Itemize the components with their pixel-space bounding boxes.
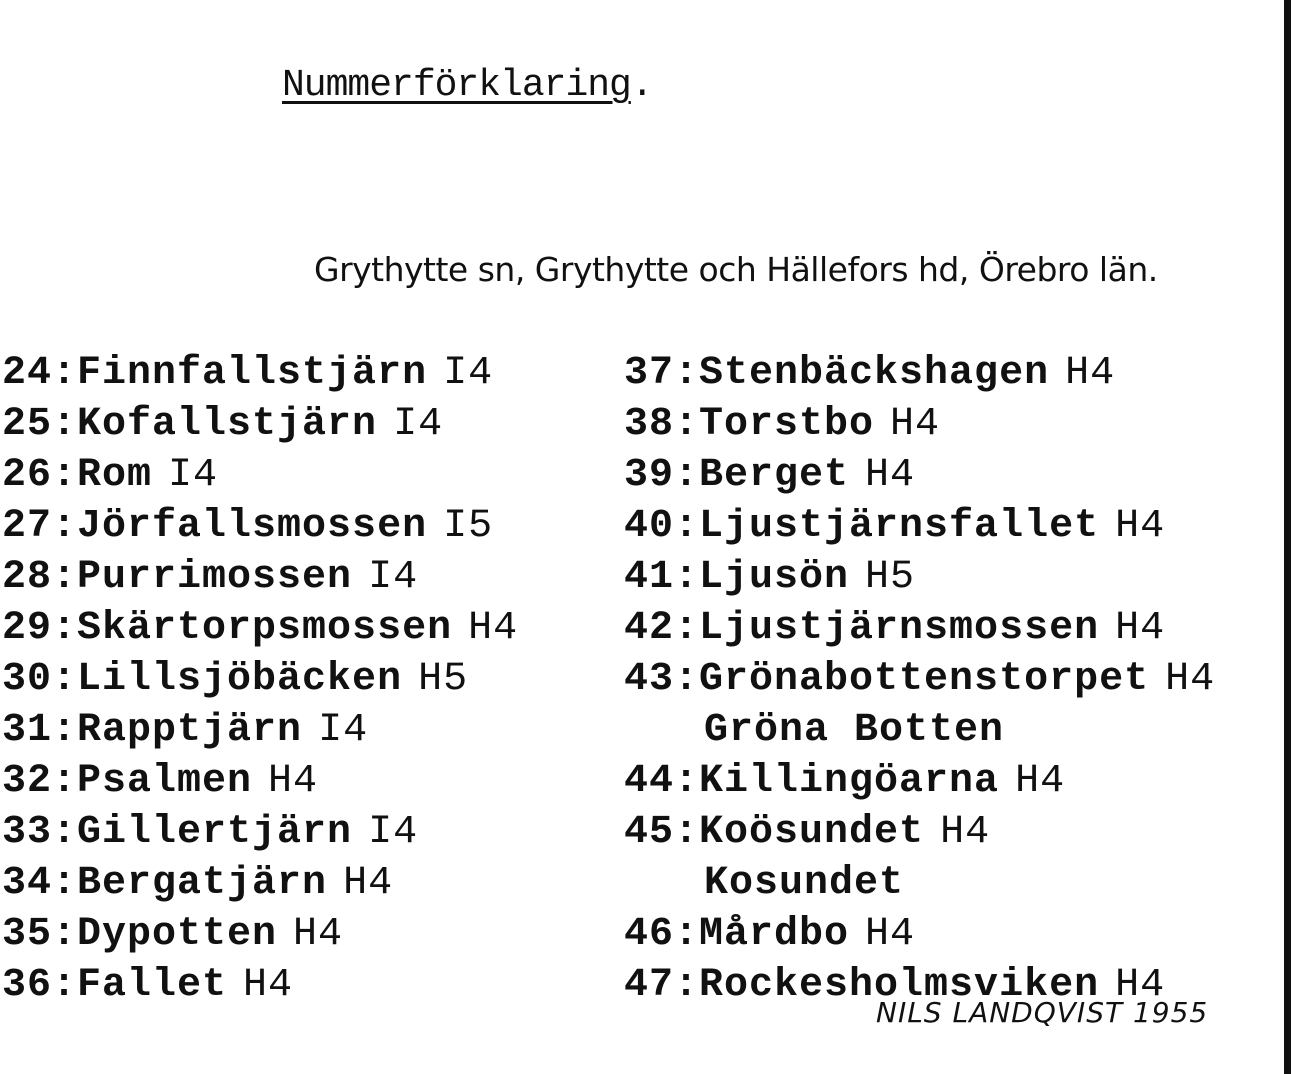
entry-number: 32: [2, 759, 78, 804]
scan-edge [1284, 0, 1291, 1074]
entry-number: 39: [624, 453, 700, 498]
list-item [2, 501, 518, 552]
list-item [2, 807, 518, 858]
entry-number: 24: [2, 351, 78, 396]
grid-reference: H4 [468, 606, 519, 651]
entry-number: 34: [2, 861, 78, 906]
grid-reference: H4 [940, 810, 991, 855]
author-signature: NILS LANDQVIST 1955 [876, 996, 1209, 1029]
entry-number: 31: [2, 708, 78, 753]
entry-number: 30: [2, 657, 78, 702]
list-item [624, 552, 1215, 603]
list-item [624, 909, 1215, 960]
place-name: Rom [77, 453, 153, 498]
place-name: Torstbo [699, 402, 875, 447]
grid-reference: H5 [418, 657, 469, 702]
grid-reference: I4 [443, 351, 494, 396]
page-title [282, 64, 653, 107]
list-item [624, 756, 1215, 807]
grid-reference: H4 [890, 402, 941, 447]
entry-number: 27: [2, 504, 78, 549]
place-name: Gillertjärn [77, 810, 353, 855]
entry-number: 25: [2, 402, 78, 447]
entry-number: 37: [624, 351, 700, 396]
place-name: Finnfallstjärn [77, 351, 428, 396]
place-name: Fallet [77, 963, 228, 1008]
place-name: Grönabottenstorpet [699, 657, 1150, 702]
list-item [2, 756, 518, 807]
list-item [624, 603, 1215, 654]
list-item-alt-name: Gröna Botten [704, 708, 1005, 753]
list-item [2, 654, 518, 705]
entry-number: 38: [624, 402, 700, 447]
entry-number: 26: [2, 453, 78, 498]
page-title-text: Nummerförklaring [282, 64, 631, 107]
grid-reference: H4 [1165, 657, 1216, 702]
place-name: Kofallstjärn [77, 402, 378, 447]
grid-reference: H4 [1065, 351, 1116, 396]
entry-number: 41: [624, 555, 700, 600]
entry-number: 47: [624, 963, 700, 1008]
grid-reference: H4 [293, 912, 344, 957]
place-name: Ljustjärnsmossen [699, 606, 1100, 651]
list-item [2, 450, 518, 501]
place-name: Killingöarna [699, 759, 1000, 804]
place-name: Ljustjärnsfallet [699, 504, 1100, 549]
entry-list-left [2, 348, 518, 1011]
grid-reference: H4 [1115, 606, 1166, 651]
entry-number: 35: [2, 912, 78, 957]
parish-subtitle: Grythytte sn, Grythytte och Hällefors hd, Örebro län. [314, 250, 1158, 289]
place-name: Jörfallsmossen [77, 504, 428, 549]
place-name: Berget [699, 453, 850, 498]
entry-number: 42: [624, 606, 700, 651]
grid-reference: I4 [168, 453, 219, 498]
grid-reference: H5 [865, 555, 916, 600]
entry-number: 36: [2, 963, 78, 1008]
place-name: Mårdbo [699, 912, 850, 957]
grid-reference: H4 [268, 759, 319, 804]
entry-number: 46: [624, 912, 700, 957]
entry-list-right [624, 348, 1215, 1011]
list-item [624, 399, 1215, 450]
list-item [2, 603, 518, 654]
list-item [624, 450, 1215, 501]
list-item [2, 858, 518, 909]
grid-reference: H4 [1115, 963, 1166, 1008]
list-item [624, 807, 1215, 858]
list-item [624, 654, 1215, 705]
list-item [2, 909, 518, 960]
place-name: Ljusön [699, 555, 850, 600]
grid-reference: H4 [1015, 759, 1066, 804]
entry-number: 45: [624, 810, 700, 855]
entry-number: 44: [624, 759, 700, 804]
place-name: Rapptjärn [77, 708, 303, 753]
place-name: Rockesholmsviken [699, 963, 1100, 1008]
list-item [2, 705, 518, 756]
place-name: Skärtorpsmossen [77, 606, 453, 651]
list-item-alt-name: Kosundet [704, 861, 905, 906]
place-name: Lillsjöbäcken [77, 657, 403, 702]
entry-number: 29: [2, 606, 78, 651]
grid-reference: H4 [243, 963, 294, 1008]
list-item [2, 348, 518, 399]
grid-reference: I4 [318, 708, 369, 753]
grid-reference: I5 [443, 504, 494, 549]
grid-reference: H4 [1115, 504, 1166, 549]
place-name: Bergatjärn [77, 861, 328, 906]
grid-reference: H4 [343, 861, 394, 906]
entry-number: 43: [624, 657, 700, 702]
place-name: Psalmen [77, 759, 253, 804]
list-item [2, 552, 518, 603]
place-name: Purrimossen [77, 555, 353, 600]
grid-reference: H4 [865, 453, 916, 498]
grid-reference: I4 [393, 402, 444, 447]
list-item [2, 399, 518, 450]
entry-number: 40: [624, 504, 700, 549]
entry-number: 28: [2, 555, 78, 600]
place-name: Dypotten [77, 912, 278, 957]
list-item [624, 348, 1215, 399]
grid-reference: H4 [865, 912, 916, 957]
grid-reference: I4 [368, 810, 419, 855]
place-name: Koösundet [699, 810, 925, 855]
list-item [2, 960, 518, 1011]
grid-reference: I4 [368, 555, 419, 600]
page-title-punct: . [630, 64, 653, 107]
entry-number: 33: [2, 810, 78, 855]
list-item [624, 501, 1215, 552]
place-name: Stenbäckshagen [699, 351, 1050, 396]
